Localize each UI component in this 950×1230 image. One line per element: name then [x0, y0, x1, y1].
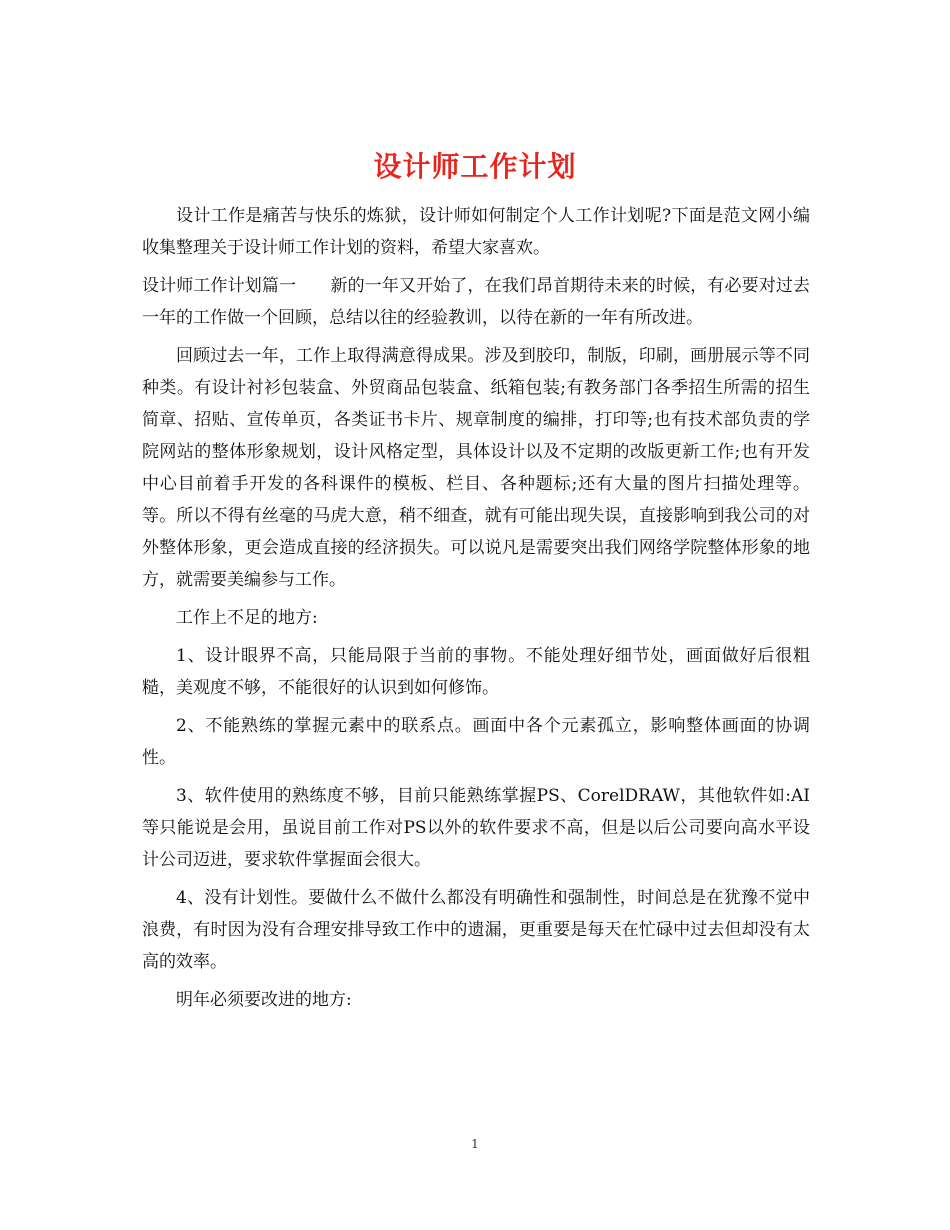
- shortcoming-item-3: 3、软件使用的熟练度不够，目前只能熟练掌握PS、CorelDRAW，其他软件如:AI 等只能说是会用，虽说目前工作对PS以外的软件要求不高，但是以后公司要向高水平设计公司迈进，要求软件掌握面会很大。: [142, 786, 810, 870]
- improvements-heading: 明年必须要改进的地方:: [176, 990, 352, 1010]
- page-number: 1: [471, 1137, 479, 1151]
- shortcomings-heading: 工作上不足的地方:: [176, 608, 318, 628]
- document-body: [142, 200, 810, 1022]
- intro-paragraph: 设计工作是痛苦与快乐的炼狱，设计师如何制定个人工作计划呢?下面是范文网小编收集整理关于设计师工作计划的资料，希望大家喜欢。: [142, 206, 810, 258]
- document-title: 设计师工作计划: [373, 149, 577, 183]
- shortcoming-item-1: 1、设计眼界不高，只能局限于当前的事物。不能处理好细节处，画面做好后很粗糙，美观度不够，不能很好的认识到如何修饰。: [142, 646, 810, 698]
- review-paragraph: 回顾过去一年，工作上取得满意得成果。涉及到胶印，制版，印刷，画册展示等不同种类。有设计衬衫包装盒、外贸商品包装盒、纸箱包装;有教务部门各季招生所需的招生简章、招贴、宣传单页，各类证书卡片、规章制度的编排，打印等;也有技术部负责的学院网站的整体形象规划，设计风格定型，具体设计以及不定期的改版更新工作;也有开发中心目前着手开发的各科课件的模板、栏目、各种题标;还有大量的图片扫描处理等。等。所以不得有丝毫的马虎大意，稍不细查，就有可能出现失误，直接影响到我公司的对外整体形象，更会造成直接的经济损失。可以说凡是需要突出我们网络学院整体形象的地方，就需要美编参与工作。: [142, 346, 810, 590]
- shortcoming-item-4: 4、没有计划性。要做什么不做什么都没有明确性和强制性，时间总是在犹豫不觉中浪费，有时因为没有合理安排导致工作中的遗漏，更重要是每天在忙碌中过去但却没有太高的效率。: [142, 888, 810, 972]
- section-one-paragraph: 设计师工作计划篇一 新的一年又开始了，在我们昂首期待未来的时候，有必要对过去一年的工作做一个回顾，总结以往的经验教训，以待在新的一年有所改进。: [142, 276, 810, 328]
- shortcoming-item-2: 2、不能熟练的掌握元素中的联系点。画面中各个元素孤立，影响整体画面的协调性。: [142, 716, 810, 768]
